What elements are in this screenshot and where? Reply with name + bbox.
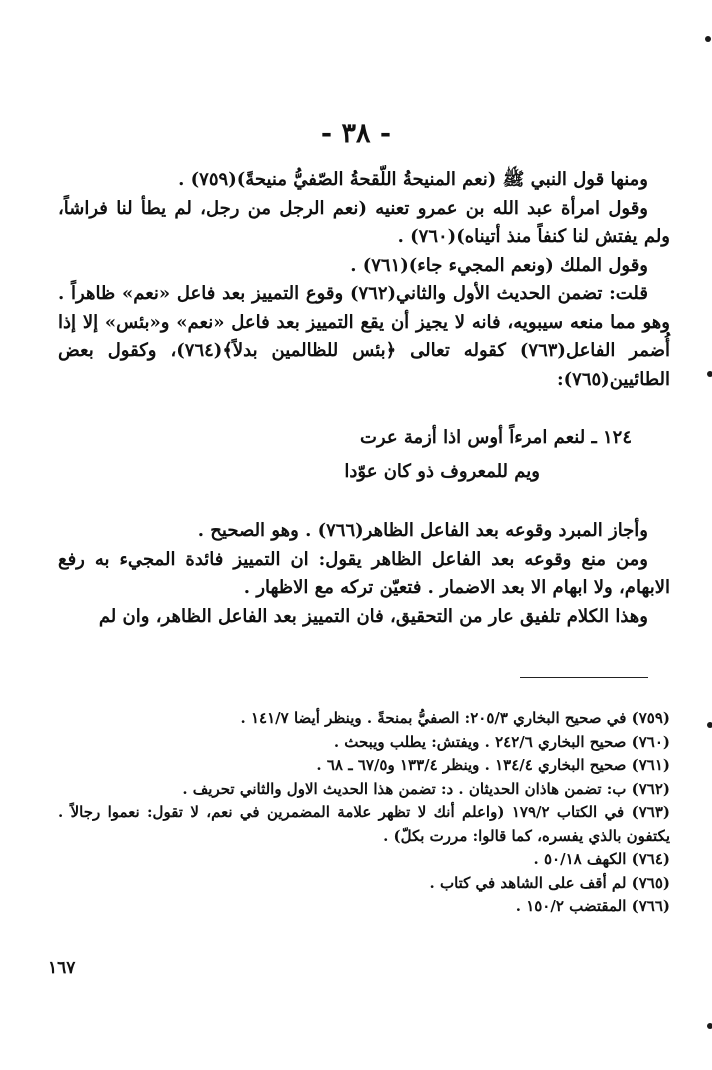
- binding-hole-mark: [707, 1023, 712, 1029]
- footnote-765: (٧٦٥) لم أقف على الشاهد في كتاب .: [429, 873, 670, 892]
- binding-hole-mark: [707, 371, 712, 377]
- binding-hole-mark: [705, 36, 711, 42]
- paragraph-hadith-1: ومنها قول النبي ﷺ (نعم المنيحةُ اللّقحةُ الصّفيُّ منيحةً)(٧٥٩) .: [178, 169, 648, 190]
- footnote-762: (٧٦٢) ب: تضمن هاذان الحديثان . د: تضمن هذا الحديث الاول والثاني تحريف .: [182, 779, 670, 798]
- footnote-761: (٧٦١) صحيح البخاري ١٣٤/٤ . وينظر ١٣٣/٤ و٦٧/٥ ـ ٦٨ .: [316, 756, 670, 774]
- page-footer-number: ١٦٧: [48, 958, 76, 978]
- footnote-divider: [520, 677, 648, 678]
- footnote-760: (٧٦٠) صحيح البخاري ٢٤٢/٦ . ويفتش: يطلب ويبحث .: [333, 732, 670, 751]
- footnotes-block: [58, 707, 670, 919]
- footnote-763: (٧٦٣) في الكتاب ١٧٩/٢ (واعلم أنك لا تظهر علامة المضمرين في نعم، لا تقول: نعموا رجالاً . يكتفون بالذي يفسره، كما قالوا: مررت بكلّ) .: [58, 803, 670, 845]
- page-heading-number: - ٣٨ -: [320, 118, 392, 149]
- binding-hole-mark: [707, 722, 712, 728]
- footnote-764: (٧٦٤) الكهف ٥٠/١٨ .: [533, 850, 670, 868]
- verse-first-hemistich: ١٢٤ ـ لنعم امرءاً أوس اذا أزمة عرت: [359, 427, 632, 448]
- footnote-759: (٧٥٩) في صحيح البخاري ٢٠٥/٣: الصفيُّ بمنحةً . وينظر أيضا ١٤١/٧ .: [240, 709, 670, 727]
- verse-second-hemistich: ويم للمعروف ذو كان عوّدا: [344, 461, 540, 482]
- paragraph-hadith-2: وقول امرأة عبد الله بن عمرو تعنيه (نعم الرجل من رجل، لم يطأ لنا فراشاً، ولم يفتش لنا كنفاً منذ أتيناه)(٧٦٠) .: [58, 197, 670, 247]
- main-text-block-continued: [58, 517, 670, 631]
- paragraph-mubarrad: وأجاز المبرد وقوعه بعد الفاعل الظاهر(٧٦٦) . وهو الصحيح .: [197, 520, 648, 541]
- paragraph-hadith-3: وقول الملك (ونعم المجيء جاء)(٧٦١) .: [350, 254, 648, 276]
- paragraph-argument: ومن منع وقوعه بعد الفاعل الظاهر يقول: ان التمييز فائدة المجيء به رفع الابهام، ولا ابهام الا بعد الاضمار . فتعيّن تركه مع الاظهار .: [58, 548, 670, 598]
- main-text-block: [58, 166, 670, 394]
- paragraph-commentary: قلت: تضمن الحديث الأول والثاني(٧٦٢) وقوع التمييز بعد فاعل «نعم» ظاهراً . وهو مما منعه سيبويه، فانه لا يجيز أن يقع التمييز بعد فاعل «نعم» و«بئس» إلا إذا أُضمر الفاعل(٧٦٣) كقوله تعالى ﴿بئس للظالمين بدلاً﴾(٧٦٤)، وكقول بعض الطائيين(٧٦٥):: [58, 283, 670, 390]
- paragraph-rebuttal: وهذا الكلام تلفيق عار من التحقيق، فان التمييز بعد الفاعل الظاهر، وان لم: [98, 605, 648, 627]
- footnote-766: (٧٦٦) المقتضب ١٥٠/٢ .: [515, 897, 670, 915]
